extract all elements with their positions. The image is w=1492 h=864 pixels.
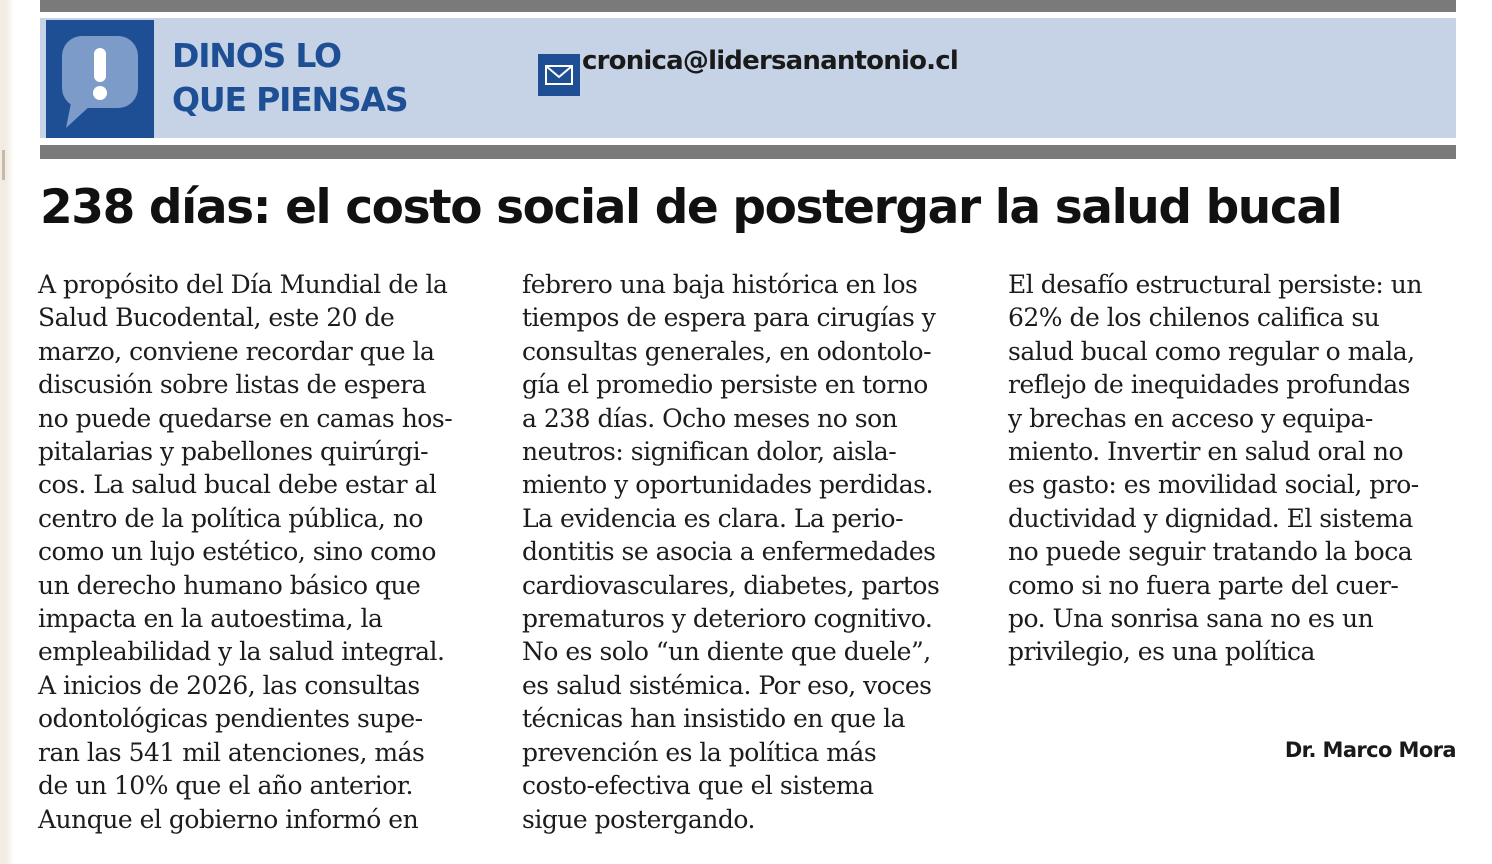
header-bottom-rule: [40, 145, 1456, 159]
article-line: de un 10% que el año anterior.: [38, 771, 413, 801]
article-line: es gasto: es movilidad social, pro-: [1008, 470, 1419, 500]
article-line: discusión sobre listas de espera: [38, 370, 427, 400]
article-line: El desafío estructural persiste: un: [1008, 270, 1422, 299]
article-line: como si no fuera parte del cuer-: [1008, 570, 1399, 600]
article-line: como un lujo estético, sino como: [38, 537, 436, 567]
article-line: marzo, conviene recordar que la: [38, 336, 435, 366]
article-line: A inicios de 2026, las consultas: [38, 670, 420, 700]
article-column-2: [522, 268, 982, 836]
article-line: cos. La salud bucal debe estar al: [38, 470, 437, 500]
page-edge-mark: [2, 150, 5, 180]
page-fold-edge: [0, 0, 14, 864]
article-line: reflejo de inequidades profundas: [1008, 370, 1410, 400]
article-line: tiempos de espera para cirugías y: [522, 303, 936, 333]
article-line: y brechas en acceso y equipa-: [1008, 403, 1373, 433]
article-line: centro de la política pública, no: [38, 503, 423, 533]
article-line: miento. Invertir en salud oral no: [1008, 437, 1404, 467]
article-line: técnicas han insistido en que la: [522, 704, 906, 734]
article-line: es salud sistémica. Por eso, voces: [522, 670, 932, 700]
article-line: Aunque el gobierno informó en: [38, 804, 419, 834]
article-line: prematuros y deterioro cognitivo.: [522, 604, 933, 634]
article-line: No es solo “un diente que duele”,: [522, 637, 931, 667]
article-line: no puede seguir tratando la boca: [1008, 537, 1413, 567]
article-line: cardiovasculares, diabetes, partos: [522, 570, 940, 600]
article-line: 62% de los chilenos califica su: [1008, 303, 1380, 333]
envelope-icon: [538, 54, 580, 96]
article-line: consultas generales, en odontolo-: [522, 336, 932, 366]
article-line: no puede quedarse en camas hos-: [38, 403, 453, 433]
article-line: ductividad y dignidad. El sistema: [1008, 503, 1413, 533]
article-line: po. Una sonrisa sana no es un: [1008, 604, 1374, 634]
article-line: sigue postergando.: [522, 804, 755, 834]
article-line: salud bucal como regular o mala,: [1008, 336, 1415, 366]
section-title-line-1: DINOS LO: [172, 36, 341, 75]
article-line: empleabilidad y la salud integral.: [38, 637, 445, 667]
top-rule: [40, 0, 1456, 12]
section-title-line-2: QUE PIENSAS: [172, 80, 408, 119]
contact-email[interactable]: cronica@lidersanantonio.cl: [582, 46, 958, 76]
article-line: un derecho humano básico que: [38, 570, 421, 600]
article-column-1: [38, 268, 498, 836]
article-line: odontológicas pendientes supe-: [38, 704, 423, 734]
article-line: a 238 días. Ocho meses no son: [522, 403, 898, 433]
article-line: pitalarias y pabellones quirúrgi-: [38, 437, 429, 467]
article-line: miento y oportunidades perdidas.: [522, 470, 933, 500]
section-title: [172, 34, 407, 122]
article-line: impacta en la autoestima, la: [38, 604, 383, 634]
article-column-3: [1008, 268, 1468, 669]
article-line: dontitis se asocia a enfermedades: [522, 537, 936, 567]
exclamation-speech-bubble-icon: [58, 34, 142, 130]
article-line: Salud Bucodental, este 20 de: [38, 303, 395, 333]
article-line: A propósito del Día Mundial de la: [38, 270, 448, 299]
article-line: gía el promedio persiste en torno: [522, 370, 928, 400]
article-line: neutros: significan dolor, aisla-: [522, 437, 897, 467]
article-line: La evidencia es clara. La perio-: [522, 503, 904, 533]
article-author: Dr. Marco Mora: [1284, 738, 1456, 762]
article-line: ran las 541 mil atenciones, más: [38, 737, 425, 767]
article-line: privilegio, es una política: [1008, 637, 1315, 667]
section-icon-box: [46, 20, 154, 138]
article-line: febrero una baja histórica en los: [522, 270, 918, 299]
article-line: costo-efectiva que el sistema: [522, 771, 874, 801]
article-headline: 238 días: el costo social de postergar la salud bucal: [40, 180, 1342, 235]
article-line: prevención es la política más: [522, 737, 877, 767]
